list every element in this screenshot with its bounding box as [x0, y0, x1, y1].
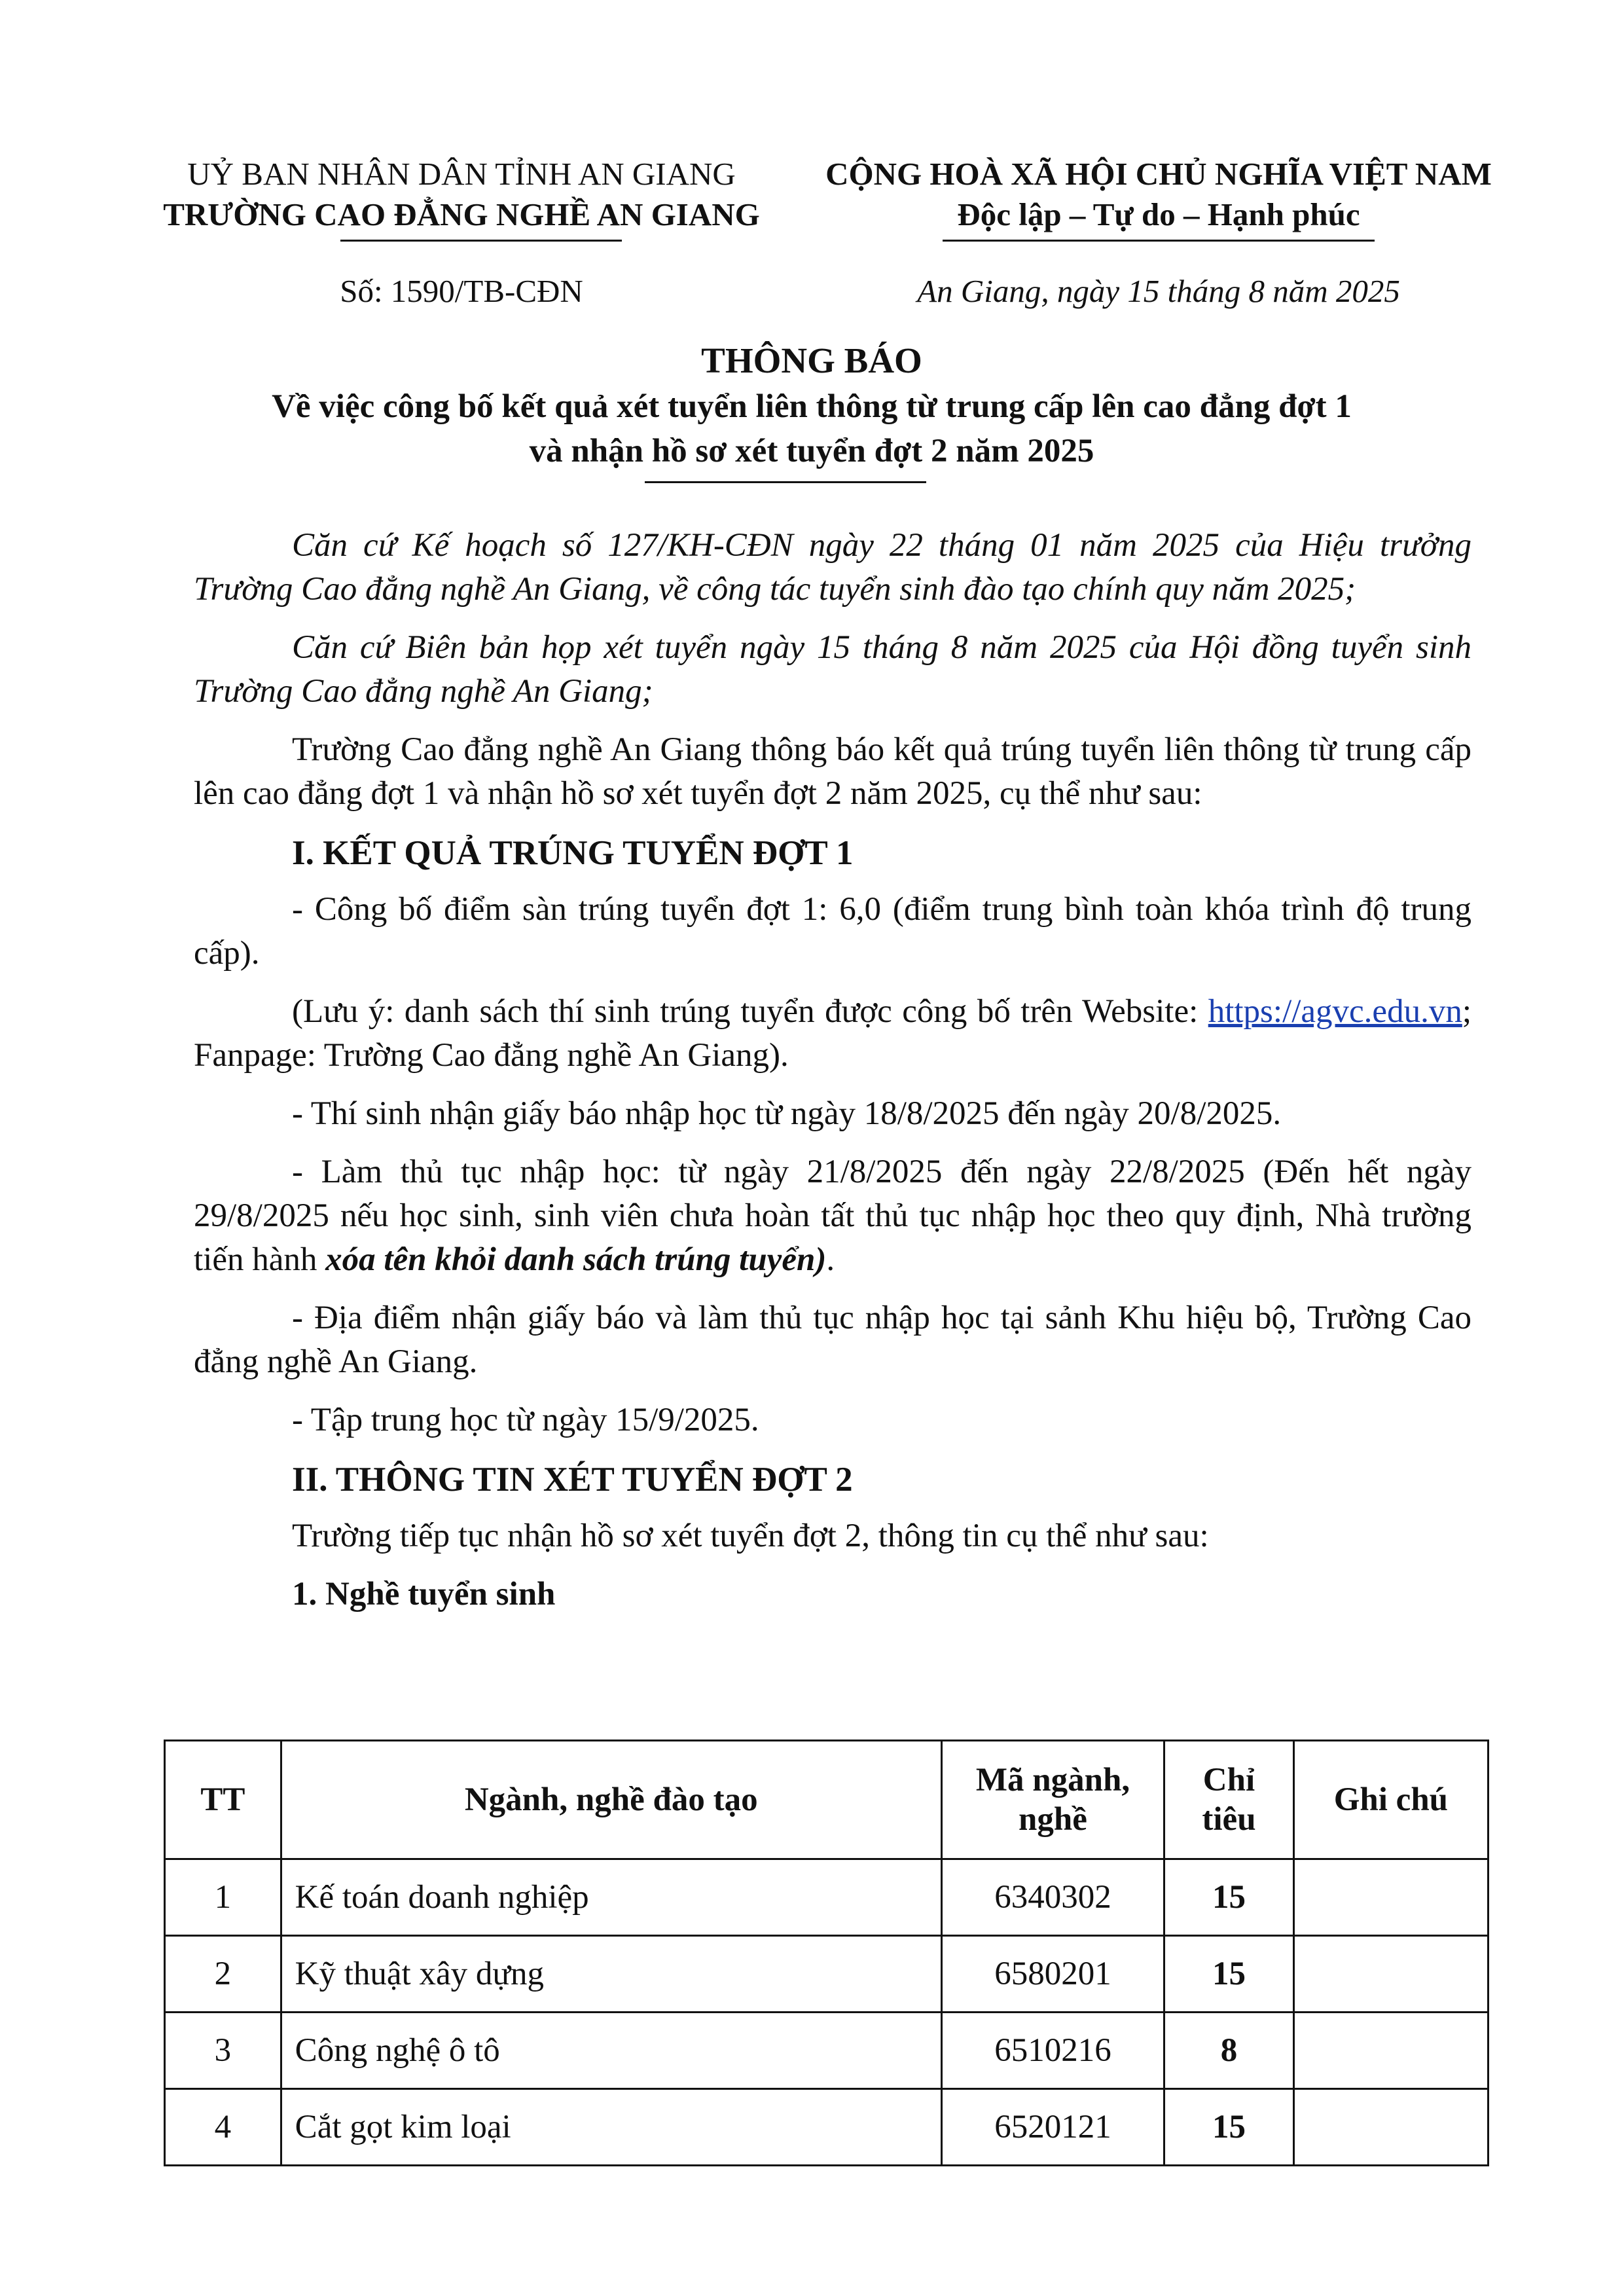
- subsection-1-heading: 1. Nghề tuyển sinh: [292, 1576, 556, 1613]
- cell-program-code: 6510216: [941, 2013, 1164, 2089]
- title-main: THÔNG BÁO: [701, 340, 922, 380]
- header-program-code: [941, 1741, 1164, 1859]
- item-3-suffix: .: [826, 1241, 835, 1278]
- note-suffix: ; Fanpage: Trường Cao đẳng nghề An Giang).: [194, 993, 1471, 1074]
- cell-program-name: Cắt gọt kim loại: [281, 2089, 941, 2166]
- section-1-item-1: - Công bố điểm sàn trúng tuyển đợt 1: 6,0 (điểm trung bình toàn khóa trình độ trung cấp).: [194, 891, 1471, 972]
- table-header-row: [165, 1741, 1489, 1859]
- note-prefix: (Lưu ý: danh sách thí sinh trúng tuyển được công bố trên Website:: [292, 993, 1208, 1030]
- cell-program-name: Công nghệ ô tô: [281, 2013, 941, 2089]
- header-code-line-1: Mã ngành,: [975, 1762, 1130, 1798]
- cell-program-name: Kỹ thuật xây dựng: [281, 1936, 941, 2013]
- section-1-item-3: [194, 1150, 1471, 1282]
- title-line-1: Về việc công bố kết quả xét tuyển liên thông từ trung cấp lên cao đẳng đợt 1: [272, 388, 1352, 425]
- section-1-item-2: - Thí sinh nhận giấy báo nhập học từ ngày 18/8/2025 đến ngày 20/8/2025.: [292, 1095, 1282, 1132]
- cell-note: [1293, 2089, 1488, 2166]
- cell-quota: 8: [1164, 2013, 1294, 2089]
- national-motto: [799, 154, 1519, 235]
- intro-paragraph: Trường Cao đẳng nghề An Giang thông báo kết quả trúng tuyển liên thông từ trung cấp lên cao đẳng đợt 1 và nhận hồ sơ xét tuyển đợt 2 năm 2025, cụ thể như sau:: [194, 731, 1471, 812]
- header-quota: [1164, 1741, 1294, 1859]
- agency-line-1: UỶ BAN NHÂN DÂN TỈNH AN GIANG: [187, 156, 736, 192]
- cell-note: [1293, 1859, 1488, 1936]
- cell-program-name: Kế toán doanh nghiệp: [281, 1859, 941, 1936]
- header-quota-line-1: Chỉ: [1202, 1762, 1255, 1798]
- website-link[interactable]: https://agvc.edu.vn: [1208, 993, 1462, 1030]
- document-number: Số: 1590/TB-CĐN: [340, 273, 583, 309]
- section-2-intro: Trường tiếp tục nhận hồ sơ xét tuyển đợt 2, thông tin cụ thể như sau:: [292, 1518, 1209, 1554]
- cell-tt: 4: [165, 2089, 281, 2166]
- agency-underline: [340, 240, 622, 242]
- basis-paragraph-1: Căn cứ Kế hoạch số 127/KH-CĐN ngày 22 tháng 01 năm 2025 của Hiệu trưởng Trường Cao đẳng nghề An Giang, về công tác tuyển sinh đào tạo chính quy năm 2025;: [194, 527, 1471, 608]
- basis-paragraph-2: Căn cứ Biên bản họp xét tuyển ngày 15 tháng 8 năm 2025 của Hội đồng tuyển sinh Trường Cao đẳng nghề An Giang;: [194, 629, 1471, 710]
- item-3-prefix: - Làm thủ tục nhập học: từ ngày 21/8/2025 đến ngày 22/8/2025 (Đến hết ngày 29/8/2025 nếu học sinh, sinh viên chưa hoàn tất thủ tục nhập học theo quy định, Nhà trường tiến hành: [194, 1154, 1471, 1278]
- agency-line-2: TRƯỜNG CAO ĐẲNG NGHỀ AN GIANG: [163, 196, 760, 232]
- programs-table: [164, 1740, 1489, 2166]
- section-2-heading: II. THÔNG TIN XÉT TUYỂN ĐỢT 2: [292, 1461, 853, 1499]
- document-body: [194, 524, 1471, 1626]
- section-1-item-4: - Địa điểm nhận giấy báo và làm thủ tục nhập học tại sảnh Khu hiệu bộ, Trường Cao đẳng nghề An Giang.: [194, 1300, 1471, 1380]
- header-program-name: Ngành, nghề đào tạo: [281, 1741, 941, 1859]
- document-title: [164, 337, 1460, 473]
- cell-quota: 15: [1164, 1936, 1294, 2013]
- cell-program-code: 6580201: [941, 1936, 1164, 2013]
- table-row: [165, 2089, 1489, 2166]
- section-1-note: [194, 990, 1471, 1078]
- cell-program-code: 6520121: [941, 2089, 1164, 2166]
- table-row: [165, 2013, 1489, 2089]
- table-row: [165, 1859, 1489, 1936]
- place-date: An Giang, ngày 15 tháng 8 năm 2025: [917, 273, 1400, 309]
- cell-note: [1293, 1936, 1488, 2013]
- header-tt: TT: [165, 1741, 281, 1859]
- issuing-agency: [131, 154, 792, 235]
- header-code-line-2: nghề: [1019, 1801, 1087, 1838]
- table-row: [165, 1936, 1489, 2013]
- cell-note: [1293, 2013, 1488, 2089]
- cell-tt: 2: [165, 1936, 281, 2013]
- header-note: Ghi chú: [1293, 1741, 1488, 1859]
- motto-underline: [943, 240, 1375, 242]
- title-underline: [645, 481, 926, 483]
- item-3-emphasis: xóa tên khỏi danh sách trúng tuyển): [325, 1241, 827, 1278]
- section-1-item-5: - Tập trung học từ ngày 15/9/2025.: [292, 1402, 759, 1438]
- cell-quota: 15: [1164, 1859, 1294, 1936]
- cell-tt: 1: [165, 1859, 281, 1936]
- cell-program-code: 6340302: [941, 1859, 1164, 1936]
- cell-quota: 15: [1164, 2089, 1294, 2166]
- nation-line-1: CỘNG HOÀ XÃ HỘI CHỦ NGHĨA VIỆT NAM: [825, 156, 1492, 192]
- nation-line-2: Độc lập – Tự do – Hạnh phúc: [957, 196, 1360, 232]
- header-quota-line-2: tiêu: [1202, 1801, 1256, 1838]
- cell-tt: 3: [165, 2013, 281, 2089]
- section-1-heading: I. KẾT QUẢ TRÚNG TUYỂN ĐỢT 1: [292, 834, 854, 872]
- title-line-2: và nhận hồ sơ xét tuyển đợt 2 năm 2025: [529, 433, 1094, 469]
